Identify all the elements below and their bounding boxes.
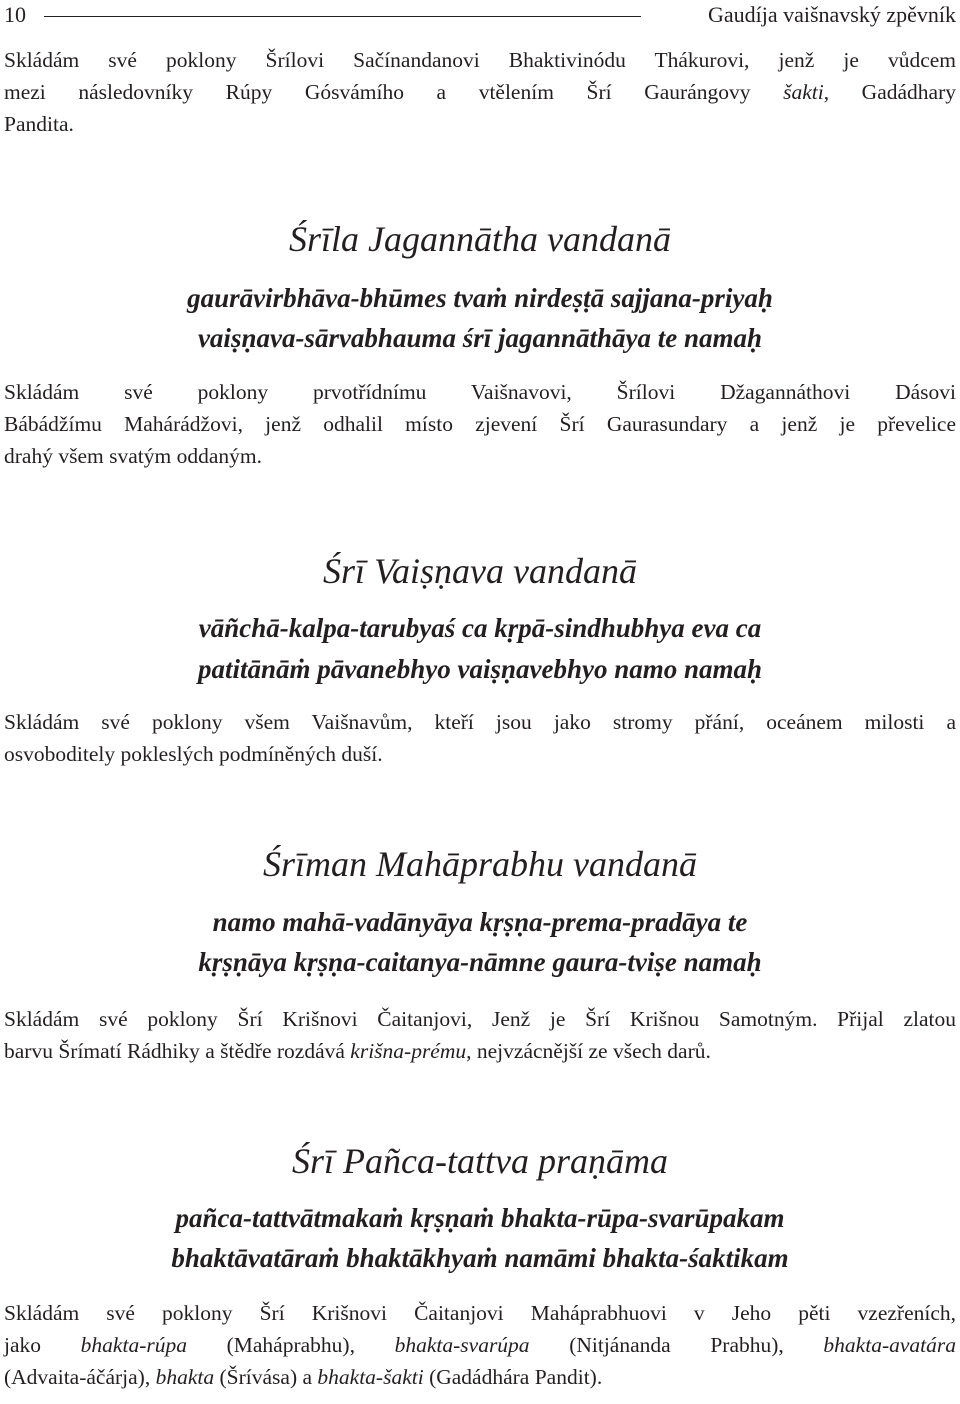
italic-term: šakti bbox=[783, 80, 824, 104]
text-line: Skládám své poklony všem Vaišnavům, kteří jsou jako stromy přání, oceánem milosti a bbox=[4, 710, 956, 734]
page-header bbox=[4, 2, 956, 32]
italic-term: bhakta-avatára bbox=[823, 1333, 956, 1357]
translation-paragraph bbox=[4, 1003, 956, 1067]
section-title: Śrīla Jagannātha vandanā bbox=[289, 219, 671, 259]
translation-paragraph bbox=[4, 1297, 956, 1393]
verse-line: namo mahā-vadānyāya kṛṣṇa-prema-pradāya te bbox=[212, 907, 748, 937]
italic-term: bhakta-rúpa bbox=[80, 1333, 187, 1357]
section-title: Śrīman Mahāprabhu vandanā bbox=[263, 844, 697, 884]
translation-paragraph bbox=[4, 706, 956, 770]
verse-line: pañca-tattvātmakaṁ kṛṣṇaṁ bhakta-rūpa-svarūpakam bbox=[175, 1203, 785, 1233]
text-line: Skládám své poklony Šrílovi Sačínandanovi Bhaktivinódu Thákurovi, jenž je vůdcem bbox=[4, 48, 956, 72]
italic-term: krišna-prému bbox=[350, 1039, 467, 1063]
page-number: 10 bbox=[4, 2, 26, 27]
text-line: Skládám své poklony Šrí Krišnovi Čaitanjovi Maháprabhuovi v Jeho pěti vzezřeních, bbox=[4, 1301, 956, 1325]
verse-line: patitānāṁ pāvanebhyo vaiṣṇavebhyo namo namaḥ bbox=[197, 654, 763, 684]
text-line: Pandita. bbox=[4, 112, 74, 136]
text-line: jako bhakta-rúpa (Maháprabhu), bhakta-svarúpa (Nitjánanda Prabhu), bhakta-avatára bbox=[4, 1333, 956, 1357]
italic-term: bhakta-svarúpa bbox=[394, 1333, 530, 1357]
verse-line: kṛṣṇāya kṛṣṇa-caitanya-nāmne gaura-tviṣe namaḥ bbox=[198, 947, 762, 977]
translation-paragraph bbox=[4, 376, 956, 472]
section-title: Śrī Pañca-tattva praṇāma bbox=[292, 1141, 668, 1181]
text-line: (Advaita-áčárja), bhakta (Šrívása) a bhakta-šakti (Gadádhára Pandit). bbox=[4, 1365, 603, 1389]
intro-paragraph bbox=[4, 44, 956, 140]
text-line: Skládám své poklony Šrí Krišnovi Čaitanjovi, Jenž je Šrí Krišnou Samotným. Přijal zlatou bbox=[4, 1007, 956, 1031]
text-line: osvoboditely pokleslých podmíněných duší. bbox=[4, 742, 383, 766]
italic-term: bhakta bbox=[155, 1365, 215, 1389]
text-line: mezi následovníky Rúpy Gósvámího a vtělením Šrí Gaurángovy šakti, Gadádhary bbox=[4, 80, 956, 104]
text-line: Skládám své poklony prvotřídnímu Vaišnavovi, Šrílovi Džagannáthovi Dásovi bbox=[4, 380, 956, 404]
text-line: barvu Šrímatí Rádhiky a štědře rozdává krišna-prému, nejvzácnější ze všech darů. bbox=[4, 1039, 711, 1063]
section-title: Śrī Vaiṣṇava vandanā bbox=[323, 551, 637, 591]
verse-line: bhaktāvatāraṁ bhaktākhyaṁ namāmi bhakta-śaktikam bbox=[171, 1243, 789, 1273]
verse-line: vāñchā-kalpa-tarubyaś ca kṛpā-sindhubhya eva ca bbox=[198, 613, 762, 643]
running-title: Gaudíja vaišnavský zpěvník bbox=[707, 2, 956, 27]
text-line: drahý všem svatým oddaným. bbox=[4, 444, 262, 468]
text-line: Bábádžímu Mahárádžovi, jenž odhalil místo zjevení Šrí Gaurasundary a jenž je převelice bbox=[4, 412, 956, 436]
verse-line: vaiṣṇava-sārvabhauma śrī jagannāthāya te namaḥ bbox=[197, 323, 763, 353]
header-rule bbox=[44, 16, 641, 17]
italic-term: bhakta-šakti bbox=[317, 1365, 424, 1389]
verse-line: gaurāvirbhāva-bhūmes tvaṁ nirdeṣṭā sajjana-priyaḥ bbox=[187, 283, 773, 313]
